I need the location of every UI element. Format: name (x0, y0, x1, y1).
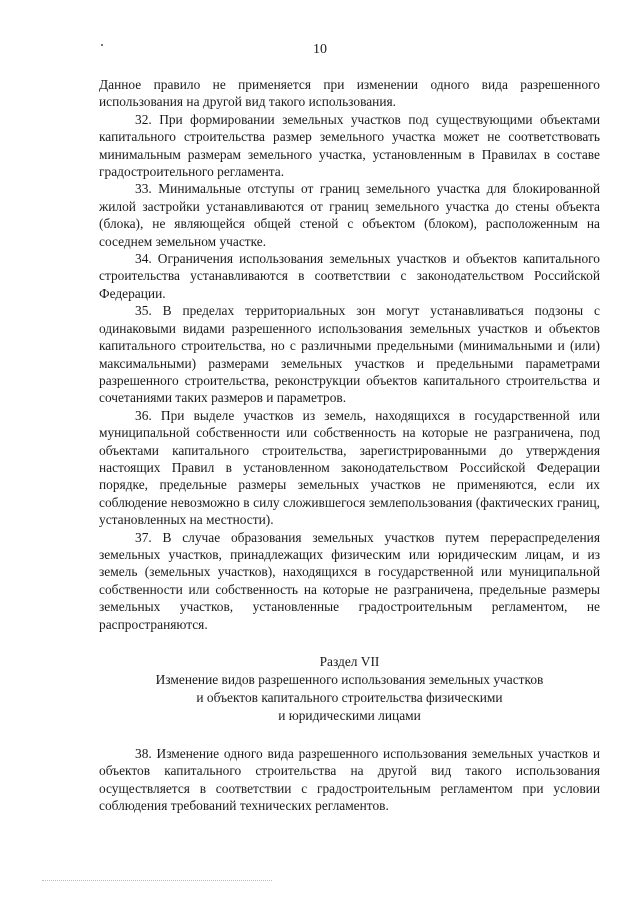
paragraph-36: 36. При выделе участков из земель, находящихся в государственной или муниципальной собственности или собственность на которые не разграничена, под объектами капитального строительства, зарегистрированными до утверждения настоящих Правил в установленном законодательством Российской Федерации порядке, предельные размеры земельных участков не применяются, если их соблюдение невозможно в силу сложившегося землепользования (фактических границ, установленных на местности). (99, 407, 600, 528)
footer-dotted-line (42, 880, 272, 881)
paragraph-38: 38. Изменение одного вида разрешенного использования земельных участков и объектов капитального строительства на другой вид такого использования осуществляется в соответствии с градостроительным регламентом при условии соблюдения требований технических регламентов. (99, 746, 600, 814)
section-title-line-3: и юридическими лицами (278, 708, 421, 723)
paragraph-37: 37. В случае образования земельных участков путем перераспределения земельных участков, принадлежащих физическим или юридическим лицам, и из земель (земельных участков), находящихся в государственной или муниципальной собственности или собственность на которые не разграничена, предельные размеры земельных участков, установленные градостроительным регламентом, не распространяются. (99, 529, 600, 632)
body-text (99, 76, 600, 815)
paragraph-continuation: Данное правило не применяется при изменении одного вида разрешенного использования на другой вид такого использования. (99, 77, 600, 110)
paragraph-32: 32. При формировании земельных участков под существующими объектами капитального строительства размер земельного участка может не соответствовать минимальным размерам земельного участка, установленным в Правилах в составе градостроительного регламента. (99, 111, 600, 180)
paragraph-33: 33. Минимальные отступы от границ земельного участка для блокированной жилой застройки устанавливаются от границ земельного участка до стены объекта (блока), не являющейся общей стеной с объектом (блоком), расположенным на соседнем земельном участке. (99, 181, 600, 249)
section-number: Раздел VII (319, 654, 380, 669)
page-number: 10 (313, 42, 327, 57)
paragraph-34: 34. Ограничения использования земельных участков и объектов капитального строительства устанавливаются в соответствии с законодательством Российской Федерации. (99, 251, 600, 301)
section-title-line-2: и объектов капитального строительства физическими (196, 690, 503, 705)
paragraph-35: 35. В пределах территориальных зон могут устанавливаться подзоны с одинаковыми видами разрешенного использования земельных участков и объектов капитального строительства, но с различными предельными (минимальными и (или) максимальными) размерами земельных участков и предельными параметрами разрешенного строительства, реконструкции объектов капитального строительства и сочетаниями таких размеров и параметров. (99, 303, 600, 406)
section-title-line-1: Изменение видов разрешенного использования земельных участков (155, 672, 544, 687)
